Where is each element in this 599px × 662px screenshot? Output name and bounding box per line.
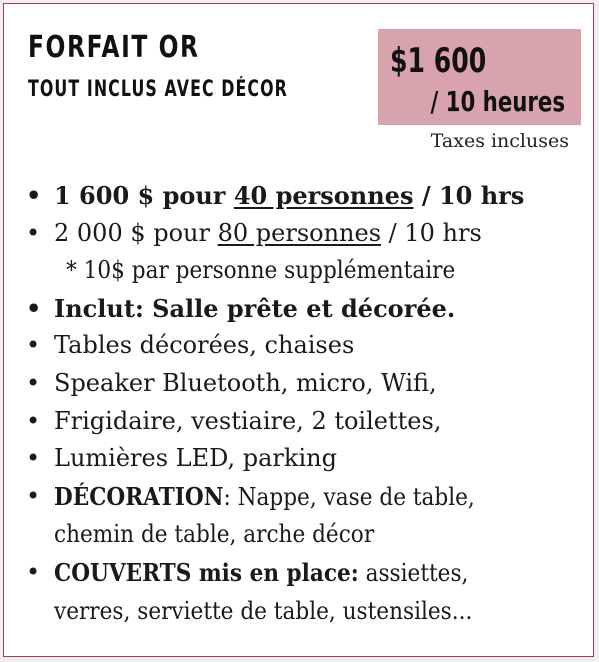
list-item-tables <box>26 327 524 365</box>
list-item-lights <box>26 440 524 478</box>
item-duration: / 10 hrs <box>413 181 525 210</box>
list-item-speaker <box>26 365 524 403</box>
package-card <box>3 3 594 657</box>
item-text: Tables décorées, chaises <box>54 331 355 360</box>
list-item-included <box>26 290 524 328</box>
bullet-icon: • <box>26 331 41 360</box>
features-list <box>26 177 524 630</box>
item-continuation: chemin de table, arche décor <box>54 520 375 549</box>
list-item-80-guests <box>26 215 524 253</box>
item-continuation: verres, serviette de table, ustensiles... <box>54 596 473 625</box>
item-text: : Nappe, vase de table, <box>223 482 475 511</box>
item-price: 2 000 $ pour <box>54 218 218 247</box>
bullet-icon: • <box>26 481 41 510</box>
item-text: assiettes, <box>358 558 469 587</box>
bullet-icon: • <box>26 406 41 435</box>
item-text: Inclut: Salle prête et décorée. <box>54 293 456 323</box>
bullet-icon: • <box>26 557 41 586</box>
package-title: FORFAIT OR <box>28 30 200 65</box>
price-box <box>378 29 581 125</box>
list-item-40-guests <box>26 177 524 215</box>
list-item-extra-note <box>26 252 524 290</box>
price-amount: $1 600 <box>390 41 487 81</box>
item-label: COUVERTS mis en place: <box>54 557 359 587</box>
item-guests: 40 personnes <box>233 181 414 210</box>
item-duration: / 10 hrs <box>381 218 482 247</box>
item-text: Speaker Bluetooth, micro, Wifi, <box>54 368 437 397</box>
item-text: Lumières LED, parking <box>54 444 337 473</box>
list-item-cutlery <box>26 554 524 630</box>
price-duration: / 10 heures <box>430 85 565 118</box>
list-item-decoration <box>26 478 524 554</box>
bullet-icon: • <box>26 218 41 247</box>
bullet-icon: • <box>26 181 42 210</box>
package-subtitle: TOUT INCLUS AVEC DÉCOR <box>28 77 288 102</box>
item-guests: 80 personnes <box>217 218 382 247</box>
item-label: DÉCORATION <box>54 481 224 511</box>
list-item-fridge <box>26 403 524 441</box>
extra-guest-note: * 10$ par personne supplémentaire <box>66 256 456 285</box>
item-price: 1 600 $ pour <box>54 181 234 210</box>
bullet-icon: • <box>26 293 42 323</box>
taxes-note: Taxes incluses <box>430 130 569 152</box>
bullet-icon: • <box>26 444 41 473</box>
bullet-icon: • <box>26 368 41 397</box>
item-text: Frigidaire, vestiaire, 2 toilettes, <box>54 406 442 435</box>
